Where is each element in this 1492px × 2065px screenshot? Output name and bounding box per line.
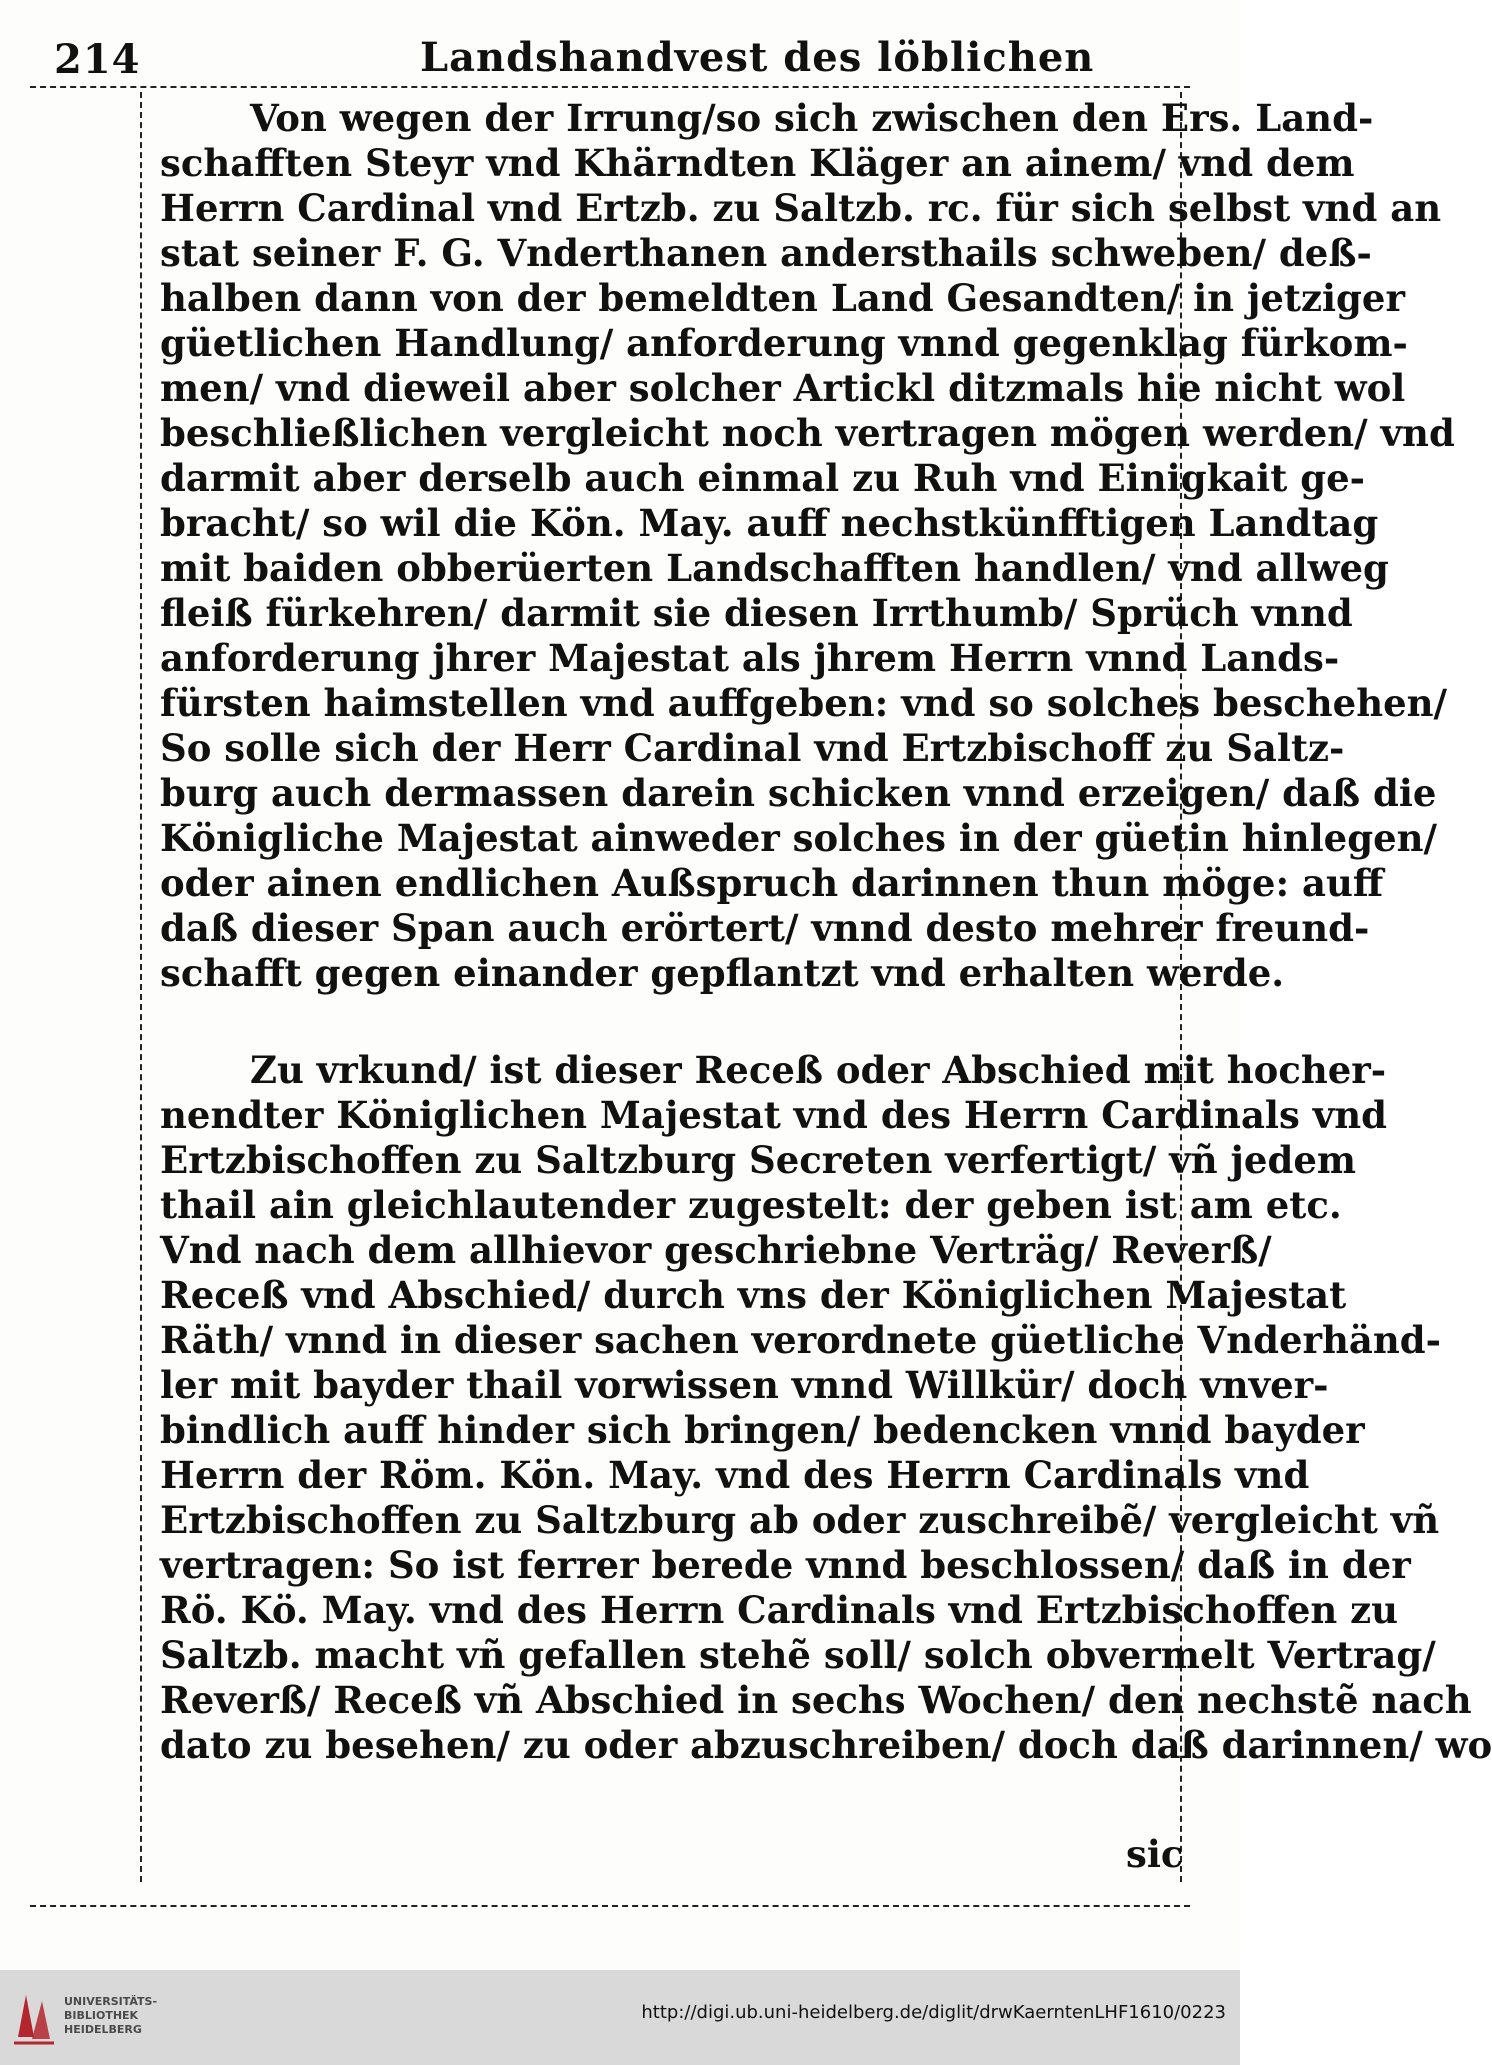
logo-line: BIBLIOTHEK	[64, 2009, 139, 2022]
catchword: sic	[1126, 1832, 1184, 1876]
text-line: schafft gegen einander gepflantzt vnd erhalten werde.	[160, 951, 1285, 995]
header-rule	[30, 86, 1190, 88]
text-line: vertragen: So ist ferrer berede vnnd beschlossen/ daß in der	[160, 1543, 1411, 1587]
text-line: Zu vrkund/ ist dieser Receß oder Abschied mit hocher-	[250, 1048, 1387, 1092]
text-line: güetlichen Handlung/ anforderung vnnd gegenklag fürkom-	[160, 321, 1408, 365]
text-line: Rö. Kö. May. vnd des Herrn Cardinals vnd Ertzbischoffen zu	[160, 1588, 1399, 1632]
text-line: fürsten haimstellen vnd auffgeben: vnd so solches beschehen/	[160, 681, 1448, 725]
text-line: stat seiner F. G. Vnderthanen andersthails schweben/ deß-	[160, 231, 1372, 275]
text-line: beschließlichen vergleicht noch vertragen mögen werden/ vnd	[160, 411, 1455, 455]
text-line: fleiß fürkehren/ darmit sie diesen Irrthumb/ Sprüch vnnd	[160, 591, 1353, 635]
text-line: ler mit bayder thail vorwissen vnnd Willkür/ doch vnver-	[160, 1363, 1329, 1407]
text-line: oder ainen endlichen Außspruch darinnen thun möge: auff	[160, 861, 1384, 905]
text-line: halben dann von der bemeldten Land Gesandten/ in jetziger	[160, 276, 1405, 320]
left-margin-rule	[140, 92, 142, 1882]
text-line: Ertzbischoffen zu Saltzburg ab oder zuschreibẽ/ vergleicht vñ	[160, 1498, 1440, 1542]
text-line: bracht/ so wil die Kön. May. auff nechstkünfftigen Landtag	[160, 501, 1379, 545]
text-line: Königliche Majestat ainweder solches in der güetin hinlegen/	[160, 816, 1438, 860]
text-line: anforderung jhrer Majestat als jhrem Herrn vnnd Lands-	[160, 636, 1340, 680]
text-line: mit baiden obberüerten Landschafften handlen/ vnd allweg	[160, 546, 1389, 590]
text-line: Vnd nach dem allhievor geschriebne Verträg/ Reverß/	[160, 1228, 1272, 1272]
text-line: Saltzb. macht vñ gefallen stehẽ soll/ solch obvermelt Vertrag/	[160, 1633, 1436, 1677]
footer-bar	[0, 1970, 1240, 2065]
text-line: darmit aber derselb auch einmal zu Ruh vnd Einigkait ge-	[160, 456, 1365, 500]
text-line: Räth/ vnnd in dieser sachen verordnete güetliche Vnderhänd-	[160, 1318, 1442, 1362]
source-url[interactable]: http://digi.ub.uni-heidelberg.de/diglit/drwKaerntenLHF1610/0223	[641, 2002, 1226, 2023]
text-line: bindlich auff hinder sich bringen/ bedencken vnnd bayder	[160, 1408, 1365, 1452]
text-line: men/ vnd dieweil aber solcher Artickl ditzmals hie nicht wol	[160, 366, 1406, 410]
logo-line: UNIVERSITÄTS-	[64, 1995, 158, 2008]
text-line: So solle sich der Herr Cardinal vnd Ertzbischoff zu Saltz-	[160, 726, 1345, 770]
paragraph-1	[160, 96, 1455, 996]
text-line: dato zu besehen/ zu oder abzuschreiben/ doch daß darinnen/ wo	[160, 1723, 1492, 1767]
running-head: Landshandvest des löblichen	[420, 34, 1095, 81]
body-text	[160, 96, 1492, 1768]
text-line: Von wegen der Irrung/so sich zwischen den Ers. Land-	[250, 96, 1374, 140]
text-line: daß dieser Span auch erörtert/ vnnd desto mehrer freund-	[160, 906, 1370, 950]
library-logo-icon	[12, 1987, 56, 2047]
library-logo[interactable]	[12, 1985, 162, 2051]
text-line: Ertzbischoffen zu Saltzburg Secreten verfertigt/ vñ jedem	[160, 1138, 1357, 1182]
text-line: schafften Steyr vnd Khärndten Kläger an ainem/ vnd dem	[160, 141, 1355, 185]
text-line: Herrn Cardinal vnd Ertzb. zu Saltzb. rc. für sich selbst vnd an	[160, 186, 1442, 230]
text-line: nendter Königlichen Majestat vnd des Herrn Cardinals vnd	[160, 1093, 1387, 1137]
paragraph-2	[160, 1048, 1492, 1768]
bottom-rule	[30, 1905, 1190, 1907]
logo-line: HEIDELBERG	[64, 2023, 142, 2036]
library-logo-text	[64, 1995, 157, 2037]
page-number: 214	[54, 36, 141, 83]
text-line: thail ain gleichlautender zugestelt: der geben ist am etc.	[160, 1183, 1342, 1227]
text-line: Herrn der Röm. Kön. May. vnd des Herrn Cardinals vnd	[160, 1453, 1310, 1497]
text-line: Receß vnd Abschied/ durch vns der Königlichen Majestat	[160, 1273, 1347, 1317]
text-line: Reverß/ Receß vñ Abschied in sechs Wochen/ den nechstẽ nach	[160, 1678, 1472, 1722]
text-line: burg auch dermassen darein schicken vnnd erzeigen/ daß die	[160, 771, 1437, 815]
